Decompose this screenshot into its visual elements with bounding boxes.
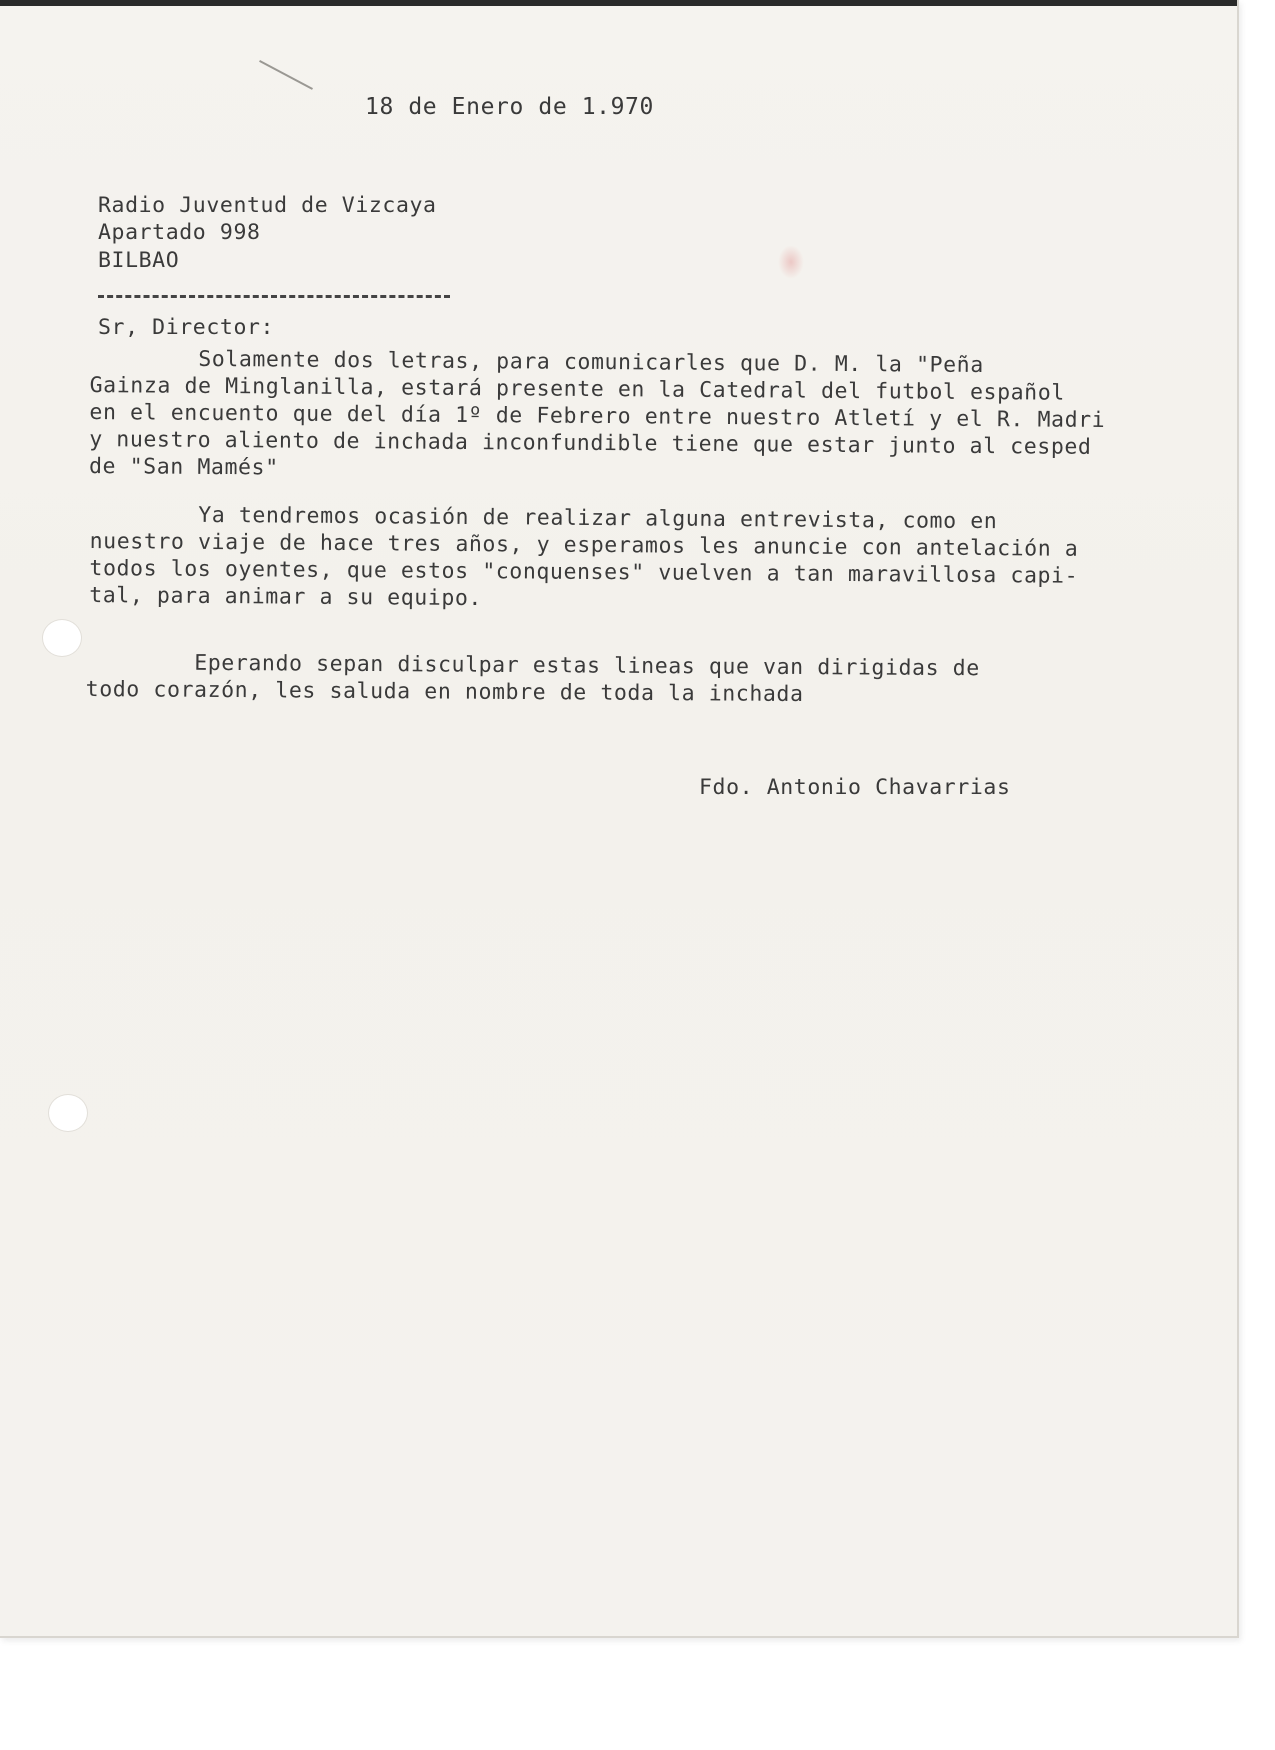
paragraph-line: Solamente dos letras, para comunicarles que D. M. la "Peña [89,346,984,379]
paragraph-1 [89,346,1106,489]
paragraph-line: Ya tendremos ocasión de realizar alguna entrevista, como en [89,502,998,535]
paragraph-line: Eperando sepan disculpar estas lineas que van dirigidas de [85,650,980,682]
recipient-address: Apartado 998 [98,220,261,245]
ink-stain [778,245,804,279]
recipient-city: BILBAO [98,248,180,273]
address-underline [98,295,450,298]
paragraph-line: en el encuento que del día 1º de Febrero entre nuestro Atletí y el R. Madri [89,399,1106,433]
paragraph-line: todos los oyentes, que estos "conquenses" vuelven a tan maravillosa capi- [89,555,1079,589]
paragraph-line: nuestro viaje de hace tres años, y esperamos les anuncie con antelación a [89,528,1079,562]
page-top-edge [0,0,1237,6]
letter-date: 18 de Enero de 1.970 [365,94,654,120]
paragraph-line: y nuestro aliento de inchada inconfundible tiene que estar junto al cesped [89,426,1092,460]
salutation: Sr, Director: [98,315,275,340]
paragraph-3 [86,650,980,710]
paragraph-line: Gainza de Minglanilla, estará presente en la Catedral del futbol español [89,372,1065,406]
paragraph-line: tal, para animar a su equipo. [89,582,483,612]
punch-hole-top [42,619,82,657]
punch-hole-bottom [48,1094,88,1132]
paragraph-2 [89,502,1079,618]
paper-scratch [259,60,313,90]
signature: Fdo. Antonio Chavarrias [699,775,1011,800]
paragraph-line: todo corazón, les saluda en nombre de toda la inchada [85,676,804,708]
recipient-name: Radio Juventud de Vizcaya [98,193,437,218]
paragraph-line: de "San Mamés" [88,453,279,481]
